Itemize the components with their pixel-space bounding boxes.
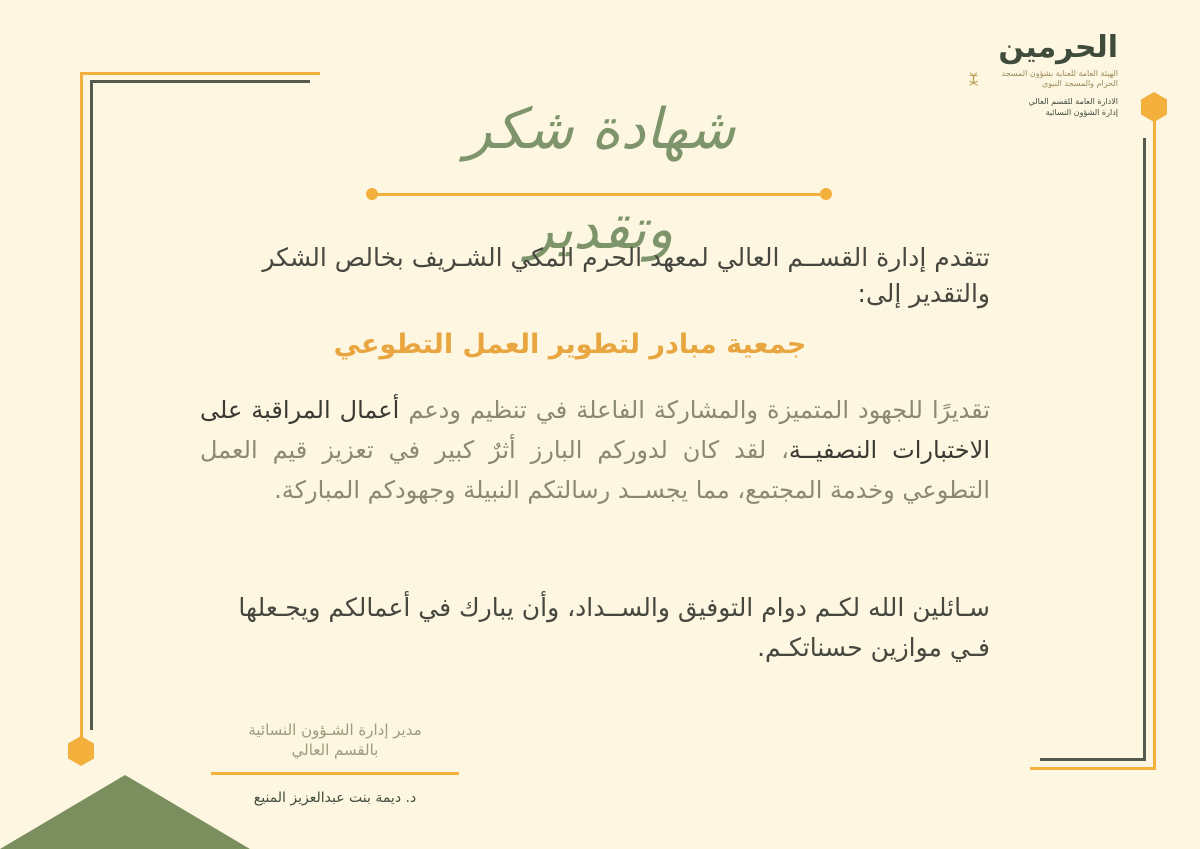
body-prefix: تقديرًا للجهود المتميزة والمشاركة الفاعلة في تنظيم ودعم [408, 396, 990, 424]
hexagon-ornament-right [1141, 92, 1167, 122]
signature-line [211, 772, 459, 775]
signatory-title-line1: مدير إدارة الشـؤون النسائية [248, 721, 422, 739]
logo-name: الحرمين [998, 30, 1118, 65]
signature-block [210, 720, 460, 807]
closing-paragraph: سـائلين الله لكـم دوام التوفيق والســداد، وأن يبارك في أعمالكم ويجـعلها فـي موازين حسناتكـم. [238, 593, 990, 662]
logo-department-2: إدارة الشؤون النسائية [1045, 108, 1118, 117]
alharamain-logo [968, 30, 1118, 118]
body-suffix: ، لقد كان لدوركم البارز أثرٌ كبير في تعزيز قيم العمل التطوعي وخدمة المجتمع، مما يجســد رسالتكم النبيلة وجهودكم المباركة. [200, 436, 990, 504]
certificate-title: شهادة شكر وتقدير [464, 97, 736, 262]
logo-department-1: الادارة العامة للقسم العالي [1028, 97, 1118, 106]
intro-paragraph: تتقدم إدارة القســم العالي لمعهد الحرم المكي الشـريف بخالص الشكر والتقدير إلى: [262, 243, 990, 308]
palm-emblem-icon [968, 68, 979, 90]
hexagon-ornament-left [68, 736, 94, 766]
signatory-title-line2: بالقسم العالي [291, 741, 379, 759]
recipient-name: جمعية مبادر لتطوير العمل التطوعي [333, 329, 807, 360]
logo-subtitle: الهيئة العامة للعناية بشؤون المسجد الحرام والمسجد النبوي [1001, 69, 1118, 88]
body-emphasis: أعمال المراقبة على الاختبارات النصفيــة [200, 396, 990, 464]
appreciation-paragraph [200, 390, 990, 510]
signatory-name: د. ديمة بنت عبدالعزيز المنيع [253, 790, 417, 806]
title-divider [366, 187, 832, 201]
